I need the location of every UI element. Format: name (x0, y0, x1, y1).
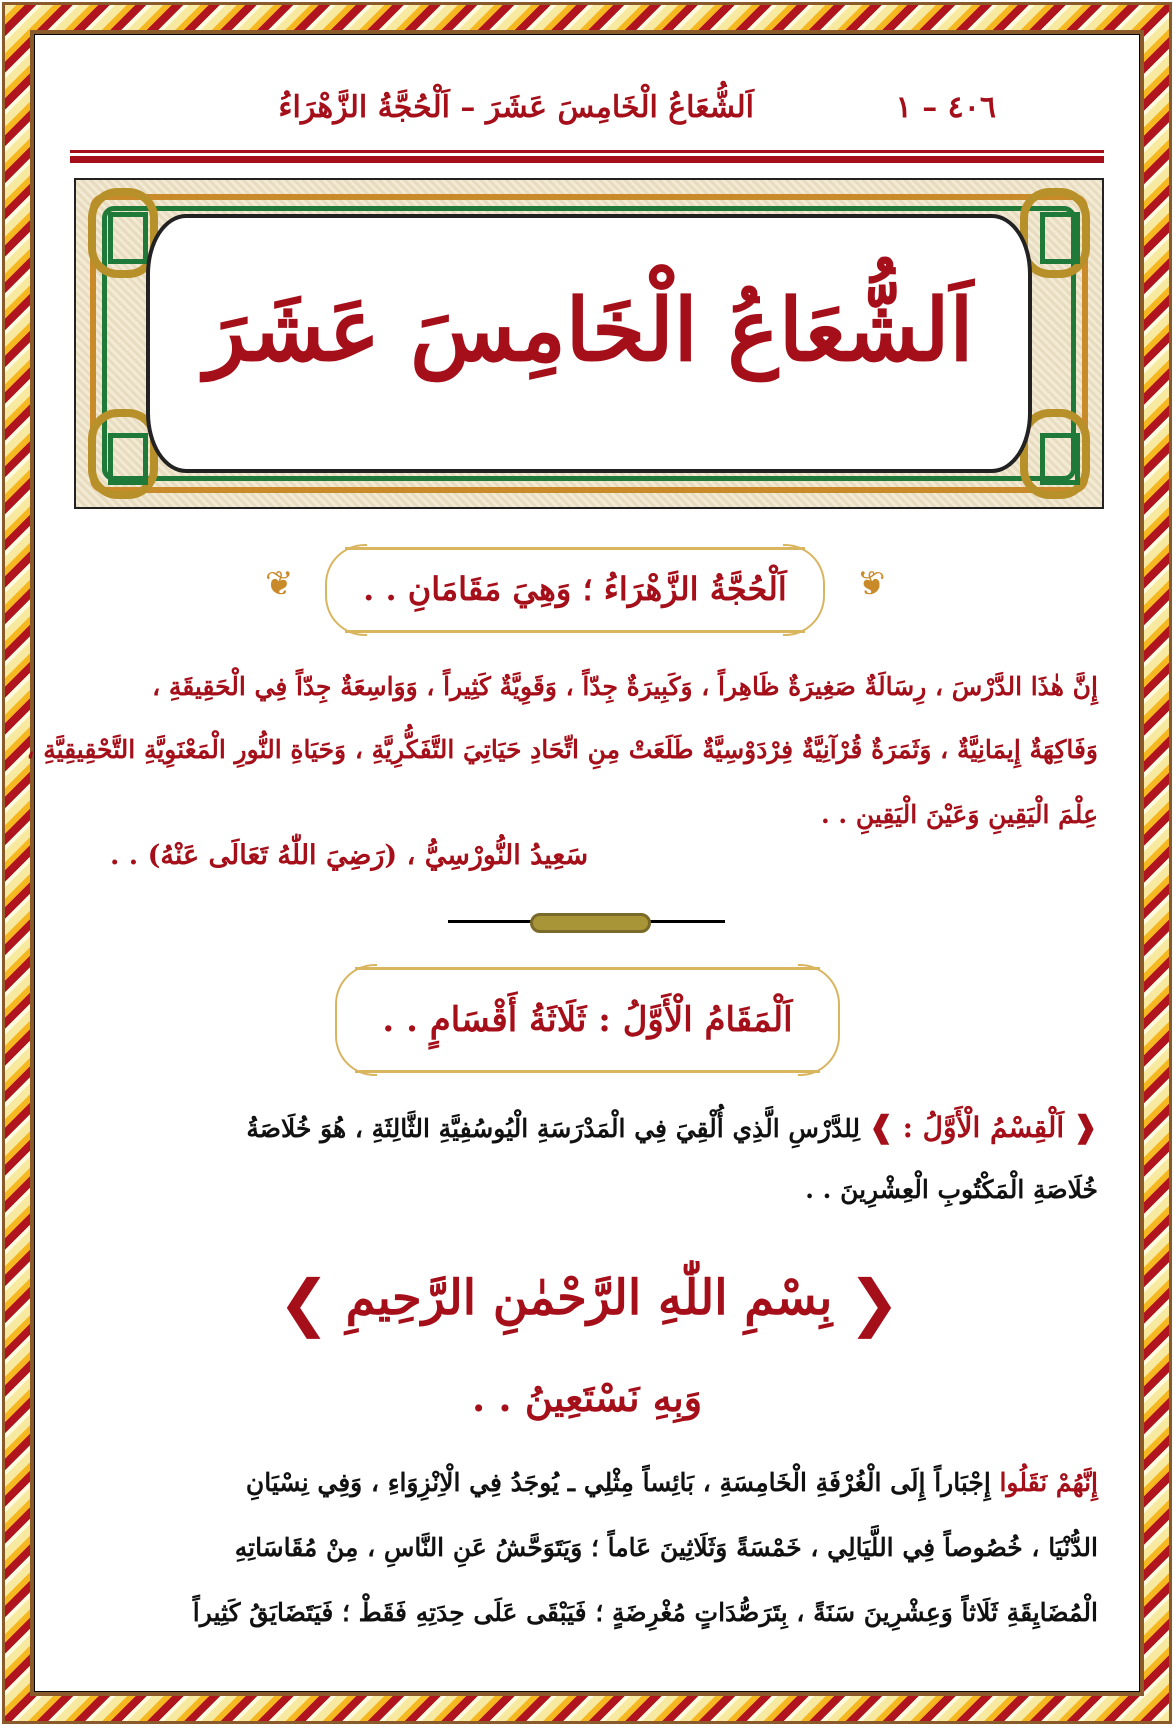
paragraph-line: الدُّنْيَا ، خُصُوصاً فِي اللَّيَالِي ، خَمْسَةً وَثَلَاثِينَ عَاماً ؛ وَيَتَوَحَّشُ عَنِ النَّاسِ ، مِنْ مُقَاسَاتِهِ (234, 1533, 1098, 1562)
qism-label: اَلْقِسْمُ الْأَوَّلُ : (902, 1111, 1065, 1144)
paragraph-line: إِنَّ هٰذَا الدَّرْسَ ، رِسَالَةٌ صَغِيرَةٌ ظَاهِراً ، وَكَبِيرَةٌ جِدّاً ، وَقَوِيَّةٌ كَثِيراً ، وَوَاسِعَةٌ جِدّاً فِي الْحَقِيقَةِ ، (152, 672, 1098, 701)
bracket-ornament-icon: ❰ (1072, 1110, 1098, 1145)
subsection-heading: اَلْمَقَامُ الْأَوَّلُ : ثَلَاثَةُ أَقْسَامٍ . . (382, 1000, 793, 1040)
line-text: إِجْبَاراً إِلَى الْغُرْفَةِ الْخَامِسَةِ ، بَائِساً مِثْلِي ـ يُوجَدُ فِي الْاِنْزِوَاءِ ، وَفِي نِسْيَانِ (245, 1468, 1000, 1497)
divider-ornament-icon (530, 913, 651, 933)
section-heading: اَلْحُجَّةُ الزَّهْرَاءُ ؛ وَهِيَ مَقَامَانِ . . (363, 570, 787, 608)
chapter-title: اَلشُّعَاعُ الْخَامِسَ عَشَرَ (204, 280, 974, 381)
running-title: اَلشُّعَاعُ الْخَامِسَ عَشَرَ – اَلْحُجَّةُ الزَّهْرَاءُ (278, 90, 754, 125)
floral-ornament-icon: ❦ (856, 564, 885, 604)
header-rule-thin (70, 150, 1104, 153)
basmala: بِسْمِ اللّٰهِ الرَّحْمٰنِ الرَّحِيمِ (345, 1270, 833, 1326)
paragraph-line: عِلْمَ الْيَقِينِ وَعَيْنَ الْيَقِينِ . . (821, 800, 1098, 829)
paragraph-line: خُلَاصَةِ الْمَكْتُوبِ الْعِشْرِينَ . . (805, 1175, 1098, 1204)
bracket-ornament-icon: ❱ (868, 1110, 894, 1145)
floral-ornament-icon: ❦ (265, 564, 294, 604)
section-heading-cartouche (265, 547, 885, 633)
author-signature: سَعِيدُ النُّورْسِيُّ ، (رَضِيَ اللّٰهُ تَعَالَى عَنْهُ) . . (110, 840, 589, 871)
paragraph-line: الْمُضَايِقَةِ ثَلَاثاً وَعِشْرِينَ سَنَةً ، بِتَرَصُّدَاتٍ مُغْرِضَةٍ ؛ فَيَبْقَى عَلَى حِدَتِهِ فَقَطْ ؛ فَيَتَضَايَقُ كَثِيراً (192, 1598, 1098, 1627)
arabesque-ornament-icon: ❮ (278, 1266, 330, 1339)
qism-line (246, 1110, 1098, 1145)
arabesque-ornament-icon: ❯ (848, 1266, 900, 1339)
chapter-banner (74, 178, 1104, 509)
qism-text: لِلدَّرْسِ الَّذِي أُلْقِيَ فِي الْمَدْرَسَةِ الْيُوسُفِيَّةِ الثَّالِثَةِ ، هُوَ خُلَاصَةُ (246, 1114, 861, 1143)
invocation: وَبِهِ نَسْتَعِينُ . . (471, 1375, 703, 1420)
header-rule-thick (70, 156, 1104, 163)
paragraph-line: وَفَاكِهَةٌ إِيمَانِيَّةٌ ، وَثَمَرَةٌ قُرْآنِيَّةٌ فِرْدَوْسِيَّةٌ طَلَعَتْ مِنِ اتِّحَادِ حَيَاتِيَ التَّفَكُّرِيَّةِ ، وَحَيَاةِ النُّورِ الْمَعْنَوِيَّةِ التَّحْقِيقِيَّةِ ، (26, 735, 1098, 764)
page-number: ٤٠٦ – ١ (895, 90, 996, 125)
paragraph-line (246, 1468, 1098, 1497)
subsection-heading-cartouche (355, 967, 820, 1073)
basmala-panel (278, 1262, 900, 1344)
lead-phrase: إِنَّهُمْ نَقَلُوا (999, 1468, 1098, 1497)
